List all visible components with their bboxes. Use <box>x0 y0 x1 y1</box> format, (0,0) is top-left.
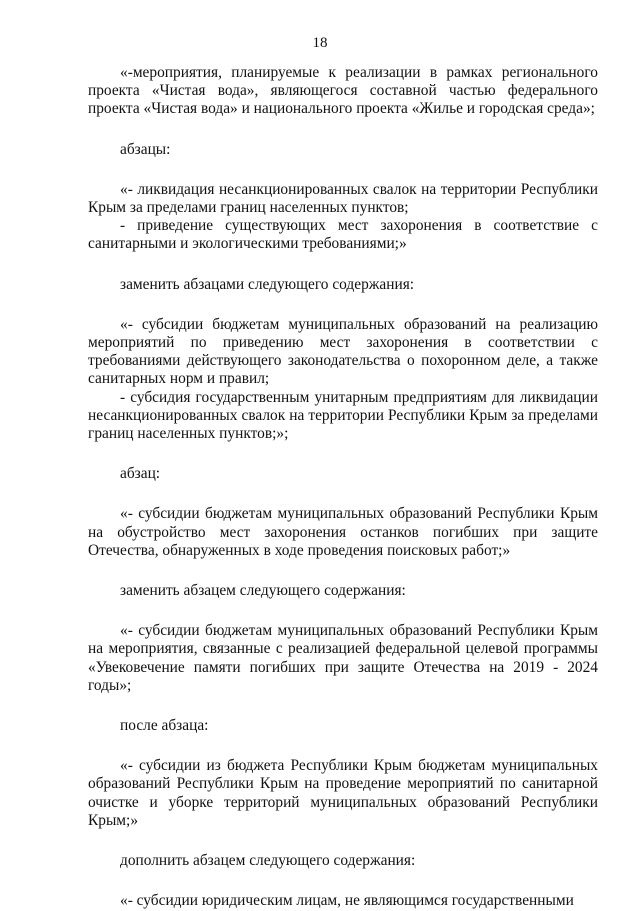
page-number: 18 <box>312 35 328 51</box>
label-after-paragraph: после абзаца: <box>120 717 209 735</box>
label-replace-paragraphs: заменить абзацами следующего содержания: <box>120 275 415 293</box>
paragraph-subsidy-unitary: - субсидия государственным унитарным предприятиям для ликвидации несанкционированных свалок на территории Республики Крым за пределами границ населенных пунктов;»; <box>88 388 598 443</box>
document-body <box>88 64 598 911</box>
paragraph-dumps-liquidation: «- ликвидация несанкционированных свалок на территории Республики Крым за пределами границ населенных пунктов; <box>88 180 598 217</box>
label-replace-paragraph: заменить абзацем следующего содержания: <box>120 582 406 600</box>
paragraph-subsidies-fallen: «- субсидии бюджетам муниципальных образований Республики Крым на обустройство мест захоронения останков погибших при защите Отечества, обнаруженных в ходе проведения поисковых работ;» <box>88 505 598 559</box>
label-abzatsy: абзацы: <box>120 140 171 158</box>
paragraph-subsidies-legal-entities: «- субсидии юридическим лицам, не являющимся государственными <box>120 892 574 910</box>
label-abzats: абзац: <box>120 465 161 483</box>
paragraph-regional-project: «-мероприятия, планируемые к реализации в рамках регионального проекта «Чистая вода», являющегося составной частью федерального проекта «Чистая вода» и национального проекта «Жилье и городская среда»; <box>88 64 598 118</box>
paragraph-subsidies-sanitary: «- субсидии из бюджета Республики Крым бюджетам муниципальных образований Республики Крым на проведение мероприятий по санитарной очистке и уборке территорий муниципальных образований Республики Крым;» <box>88 757 598 829</box>
paragraph-subsidies-federal-program: «- субсидии бюджетам муниципальных образований Республики Крым на мероприятия, связанные с реализацией федеральной целевой программы «Увековечение памяти погибших при защите Отечества на 2019 - 2024 годы»; <box>88 622 598 694</box>
paragraph-burial-compliance: - приведение существующих мест захоронения в соответствие с санитарными и экологическими требованиями;» <box>88 217 598 253</box>
paragraph-subsidies-burial: «- субсидии бюджетам муниципальных образований на реализацию мероприятий по приведению мест захоронения в соответствии с требованиями действующего законодательства о похоронном деле, а также санитарных норм и правил; <box>88 315 598 388</box>
label-add-paragraph: дополнить абзацем следующего содержания: <box>120 852 416 870</box>
